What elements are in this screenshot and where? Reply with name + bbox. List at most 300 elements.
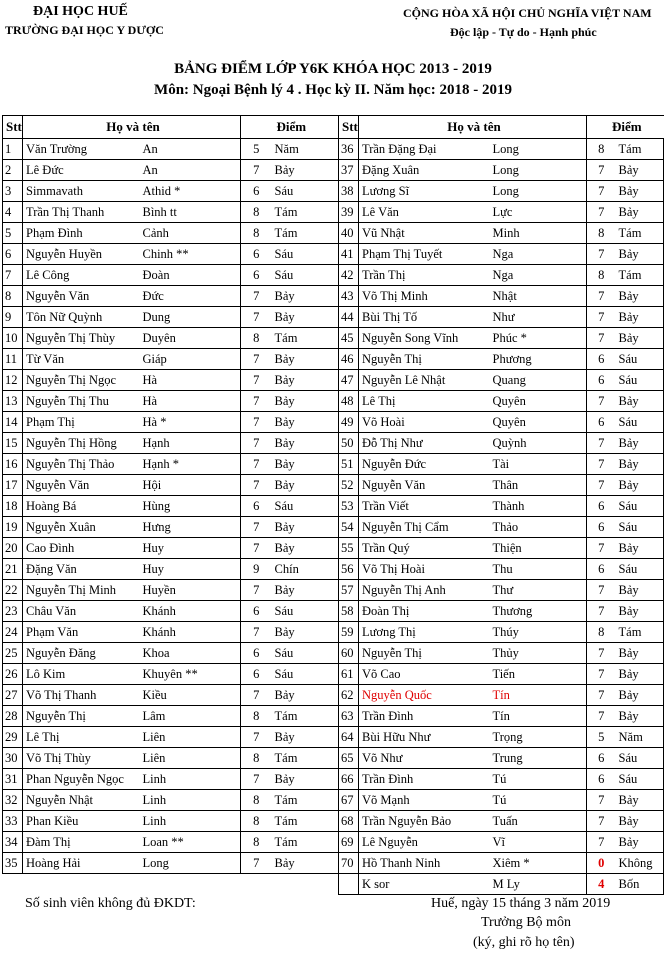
row-score-words: Chín [272, 559, 339, 580]
page-subtitle: Môn: Ngoại Bệnh lý 4 . Học kỳ II. Năm học: 2018 - 2019 [154, 82, 512, 98]
table-row [339, 580, 664, 601]
row-score: 8 [241, 223, 272, 244]
row-stt: 36 [339, 139, 359, 160]
table-row [3, 559, 339, 580]
table-row [3, 790, 339, 811]
row-given-name: Hà [140, 370, 241, 391]
table-row [3, 727, 339, 748]
row-stt: 48 [339, 391, 359, 412]
row-score: 7 [587, 286, 616, 307]
row-given-name: Nhật [490, 286, 587, 307]
row-surname: Phạm Thị [23, 412, 140, 433]
row-given-name: Long [140, 853, 241, 874]
row-score-words: Sáu [616, 496, 664, 517]
row-given-name: Linh [140, 811, 241, 832]
row-score: 8 [241, 706, 272, 727]
table-row [339, 370, 664, 391]
row-score-words: Bảy [616, 664, 664, 685]
row-surname: Lê Đức [23, 160, 140, 181]
row-stt: 13 [3, 391, 23, 412]
row-score: 7 [587, 832, 616, 853]
row-stt: 16 [3, 454, 23, 475]
row-stt: 29 [3, 727, 23, 748]
row-score-words: Sáu [616, 517, 664, 538]
table-row [339, 643, 664, 664]
row-stt: 3 [3, 181, 23, 202]
row-score: 9 [241, 559, 272, 580]
table-row [3, 769, 339, 790]
row-stt: 40 [339, 223, 359, 244]
row-score-words: Bảy [272, 580, 339, 601]
row-score-words: Bảy [616, 202, 664, 223]
row-surname: Trần Thị Thanh [23, 202, 140, 223]
row-surname: Nguyễn Thị [359, 349, 490, 370]
row-surname: Nguyễn Thị Hồng [23, 433, 140, 454]
row-surname: Nguyễn Thị Thùy [23, 328, 140, 349]
row-stt: 58 [339, 601, 359, 622]
row-score: 7 [241, 286, 272, 307]
row-score-words: Bảy [272, 160, 339, 181]
row-surname: Võ Mạnh [359, 790, 490, 811]
row-score: 7 [241, 853, 272, 874]
table-row [339, 244, 664, 265]
row-stt: 21 [3, 559, 23, 580]
row-given-name: Huy [140, 559, 241, 580]
row-surname: Trần Thị [359, 265, 490, 286]
column-header-score: Điểm [587, 116, 664, 139]
row-surname: Bùi Thị Tố [359, 307, 490, 328]
row-given-name: Thảo [490, 517, 587, 538]
row-surname: Trần Đặng Đại [359, 139, 490, 160]
row-stt: 55 [339, 538, 359, 559]
row-stt: 4 [3, 202, 23, 223]
row-surname: Đoàn Thị [359, 601, 490, 622]
row-score: 0 [587, 853, 616, 874]
row-stt: 23 [3, 601, 23, 622]
row-score-words: Bảy [616, 391, 664, 412]
row-stt: 5 [3, 223, 23, 244]
row-surname: Châu Văn [23, 601, 140, 622]
row-given-name: Tín [490, 685, 587, 706]
row-given-name: M Ly [490, 874, 587, 895]
row-stt: 11 [3, 349, 23, 370]
row-score-words: Bảy [616, 454, 664, 475]
table-row [339, 202, 664, 223]
row-given-name: Thiện [490, 538, 587, 559]
row-score: 8 [587, 622, 616, 643]
row-surname: Nguyễn Văn [359, 475, 490, 496]
row-surname: Trần Quý [359, 538, 490, 559]
row-score-words: Bảy [616, 685, 664, 706]
row-score-words: Bảy [272, 454, 339, 475]
row-score-words: Bảy [616, 307, 664, 328]
row-surname: Nguyễn Thị Cẩm [359, 517, 490, 538]
row-given-name: Vĩ [490, 832, 587, 853]
row-score: 6 [587, 496, 616, 517]
row-score: 6 [587, 769, 616, 790]
table-row [339, 286, 664, 307]
row-score-words: Sáu [616, 769, 664, 790]
row-given-name: An [140, 139, 241, 160]
row-stt: 15 [3, 433, 23, 454]
row-score-words: Tám [616, 223, 664, 244]
row-given-name: Tú [490, 790, 587, 811]
row-surname: Trần Nguyễn Bảo [359, 811, 490, 832]
row-score-words: Tám [272, 790, 339, 811]
row-given-name: Loan ** [140, 832, 241, 853]
table-row [3, 475, 339, 496]
row-stt: 27 [3, 685, 23, 706]
row-given-name: Thành [490, 496, 587, 517]
row-score: 7 [587, 181, 616, 202]
row-given-name: Thúy [490, 622, 587, 643]
row-score-words: Sáu [616, 559, 664, 580]
row-score: 6 [241, 496, 272, 517]
row-score-words: Bảy [616, 580, 664, 601]
row-given-name: Linh [140, 769, 241, 790]
row-given-name: An [140, 160, 241, 181]
row-given-name: Tú [490, 769, 587, 790]
row-given-name: Lực [490, 202, 587, 223]
row-score-words: Bảy [616, 433, 664, 454]
row-score-words: Bảy [272, 727, 339, 748]
row-stt: 9 [3, 307, 23, 328]
row-surname: Đặng Văn [23, 559, 140, 580]
row-score-words: Bảy [272, 769, 339, 790]
row-score: 8 [241, 790, 272, 811]
row-score: 7 [241, 517, 272, 538]
row-given-name: Hội [140, 475, 241, 496]
table-row [3, 853, 339, 874]
row-given-name: Thương [490, 601, 587, 622]
row-score-words: Bảy [616, 286, 664, 307]
row-score: 8 [241, 328, 272, 349]
row-surname: Nguyễn Văn [23, 475, 140, 496]
table-row [339, 769, 664, 790]
row-surname: Võ Thị Hoài [359, 559, 490, 580]
row-surname: Nguyễn Thị Ngọc [23, 370, 140, 391]
table-row [3, 412, 339, 433]
row-stt: 34 [3, 832, 23, 853]
row-score-words: Tám [272, 223, 339, 244]
column-header-name: Họ và tên [23, 116, 241, 139]
row-score-words: Bốn [616, 874, 664, 895]
row-surname: Cao Đình [23, 538, 140, 559]
row-score: 7 [241, 538, 272, 559]
row-score: 7 [587, 307, 616, 328]
row-given-name: Thân [490, 475, 587, 496]
table-row [339, 517, 664, 538]
table-row [3, 832, 339, 853]
row-stt: 26 [3, 664, 23, 685]
row-surname: Võ Thị Minh [359, 286, 490, 307]
row-score: 8 [241, 832, 272, 853]
row-given-name: Thủy [490, 643, 587, 664]
table-row [339, 874, 664, 895]
row-score: 7 [587, 433, 616, 454]
row-surname: Nguyễn Lê Nhật [359, 370, 490, 391]
table-row [3, 538, 339, 559]
faculty-name: TRƯỜNG ĐẠI HỌC Y DƯỢC [5, 23, 164, 37]
row-surname: Văn Trường [23, 139, 140, 160]
row-score: 7 [587, 580, 616, 601]
row-score-words: Tám [272, 748, 339, 769]
row-score-words: Sáu [272, 601, 339, 622]
row-surname: Trần Viết [359, 496, 490, 517]
row-score-words: Bảy [272, 517, 339, 538]
row-score: 7 [587, 706, 616, 727]
row-score-words: Sáu [272, 181, 339, 202]
row-stt: 67 [339, 790, 359, 811]
row-given-name: Athid * [140, 181, 241, 202]
table-row [339, 811, 664, 832]
row-stt: 17 [3, 475, 23, 496]
row-given-name: Tuấn [490, 811, 587, 832]
score-table-right [338, 115, 664, 895]
table-row [339, 538, 664, 559]
row-score-words: Bảy [272, 433, 339, 454]
row-given-name: Hạnh * [140, 454, 241, 475]
row-score: 7 [587, 328, 616, 349]
row-score: 4 [587, 874, 616, 895]
row-score: 7 [241, 622, 272, 643]
row-stt: 60 [339, 643, 359, 664]
row-stt: 25 [3, 643, 23, 664]
row-score: 7 [241, 307, 272, 328]
row-surname: Bùi Hữu Như [359, 727, 490, 748]
row-score-words: Tám [272, 832, 339, 853]
row-score: 7 [241, 727, 272, 748]
row-given-name: Khoa [140, 643, 241, 664]
row-surname: Lương Thị [359, 622, 490, 643]
row-score: 6 [587, 517, 616, 538]
column-header-score: Điểm [241, 116, 339, 139]
row-surname: Lô Kim [23, 664, 140, 685]
row-score: 7 [241, 391, 272, 412]
row-score: 7 [587, 454, 616, 475]
row-given-name: Đoàn [140, 265, 241, 286]
row-stt: 35 [3, 853, 23, 874]
row-score-words: Bảy [616, 643, 664, 664]
table-row [3, 748, 339, 769]
row-score-words: Tám [272, 706, 339, 727]
row-surname: Phạm Đình [23, 223, 140, 244]
row-surname: Lương Sĩ [359, 181, 490, 202]
row-surname: Lê Văn [359, 202, 490, 223]
row-score: 8 [241, 202, 272, 223]
row-score: 7 [587, 538, 616, 559]
national-title: CỘNG HÒA XÃ HỘI CHỦ NGHĨA VIỆT NAM [403, 6, 652, 20]
table-row [3, 370, 339, 391]
row-given-name: Huyền [140, 580, 241, 601]
row-score-words: Sáu [272, 643, 339, 664]
row-given-name: Dung [140, 307, 241, 328]
row-given-name: Phúc * [490, 328, 587, 349]
row-score: 8 [587, 265, 616, 286]
table-row [339, 496, 664, 517]
row-stt: 50 [339, 433, 359, 454]
row-surname: Đặng Xuân [359, 160, 490, 181]
row-score: 7 [241, 454, 272, 475]
row-given-name: Duyên [140, 328, 241, 349]
table-row [339, 727, 664, 748]
row-score: 7 [587, 685, 616, 706]
table-row [339, 349, 664, 370]
row-surname: Vũ Nhật [359, 223, 490, 244]
row-stt: 24 [3, 622, 23, 643]
table-row [3, 328, 339, 349]
row-score-words: Năm [272, 139, 339, 160]
row-stt: 19 [3, 517, 23, 538]
row-score: 7 [241, 769, 272, 790]
row-score: 7 [241, 349, 272, 370]
signature-note: (ký, ghi rõ họ tên) [473, 935, 575, 950]
row-stt: 12 [3, 370, 23, 391]
row-score-words: Sáu [616, 748, 664, 769]
table-row [3, 391, 339, 412]
row-score-words: Sáu [616, 370, 664, 391]
table-row [3, 181, 339, 202]
row-score: 6 [587, 748, 616, 769]
row-score: 7 [241, 580, 272, 601]
row-given-name: Liên [140, 727, 241, 748]
row-score-words: Bảy [616, 706, 664, 727]
table-row [3, 265, 339, 286]
row-score-words: Bảy [272, 475, 339, 496]
row-score: 6 [241, 643, 272, 664]
table-row [3, 685, 339, 706]
row-stt: 52 [339, 475, 359, 496]
row-surname: Phạm Văn [23, 622, 140, 643]
score-table-left [2, 115, 339, 874]
row-score: 6 [587, 349, 616, 370]
row-given-name: Hà * [140, 412, 241, 433]
row-stt: 53 [339, 496, 359, 517]
row-stt [339, 874, 359, 895]
table-row [339, 223, 664, 244]
row-stt: 14 [3, 412, 23, 433]
row-surname: Từ Văn [23, 349, 140, 370]
row-score-words: Bảy [616, 811, 664, 832]
row-given-name: Tín [490, 706, 587, 727]
row-given-name: Nga [490, 244, 587, 265]
table-row [3, 706, 339, 727]
table-row [339, 853, 664, 874]
row-stt: 63 [339, 706, 359, 727]
row-surname: Trần Đình [359, 706, 490, 727]
row-score: 7 [587, 601, 616, 622]
row-stt: 45 [339, 328, 359, 349]
row-score-words: Bảy [272, 286, 339, 307]
table-row [3, 517, 339, 538]
row-score-words: Tám [272, 328, 339, 349]
column-header-name: Họ và tên [359, 116, 587, 139]
row-stt: 38 [339, 181, 359, 202]
row-surname: Nguyễn Đức [359, 454, 490, 475]
row-given-name: Hạnh [140, 433, 241, 454]
row-score: 6 [241, 265, 272, 286]
row-score-words: Bảy [272, 391, 339, 412]
row-surname: Đàm Thị [23, 832, 140, 853]
table-row [339, 622, 664, 643]
row-surname: Hoàng Hải [23, 853, 140, 874]
table-row [339, 475, 664, 496]
row-given-name: Bình tt [140, 202, 241, 223]
row-score-words: Bảy [272, 412, 339, 433]
row-given-name: Đức [140, 286, 241, 307]
row-score: 7 [587, 790, 616, 811]
row-stt: 31 [3, 769, 23, 790]
row-score: 7 [241, 475, 272, 496]
row-score-words: Bảy [272, 307, 339, 328]
table-row [3, 433, 339, 454]
row-score: 7 [241, 160, 272, 181]
row-score: 7 [587, 202, 616, 223]
row-surname: Võ Hoài [359, 412, 490, 433]
table-row [3, 244, 339, 265]
row-stt: 46 [339, 349, 359, 370]
row-surname: Phan Nguyễn Ngọc [23, 769, 140, 790]
row-surname: Hồ Thanh Ninh [359, 853, 490, 874]
row-stt: 1 [3, 139, 23, 160]
row-score-words: Bảy [616, 181, 664, 202]
table-row [339, 790, 664, 811]
row-stt: 41 [339, 244, 359, 265]
row-score: 6 [241, 244, 272, 265]
row-surname: Simmavath [23, 181, 140, 202]
row-surname: Nguyễn Thị Thu [23, 391, 140, 412]
row-score-words: Sáu [272, 496, 339, 517]
row-surname: Hoàng Bá [23, 496, 140, 517]
row-stt: 8 [3, 286, 23, 307]
row-score-words: Bảy [272, 622, 339, 643]
row-given-name: Quyên [490, 391, 587, 412]
row-stt: 43 [339, 286, 359, 307]
row-stt: 47 [339, 370, 359, 391]
table-row [339, 832, 664, 853]
table-row [339, 265, 664, 286]
row-given-name: Phương [490, 349, 587, 370]
row-surname: Nguyễn Thị [23, 706, 140, 727]
row-given-name: Khánh [140, 601, 241, 622]
row-score-words: Bảy [616, 601, 664, 622]
row-surname: Nguyễn Thị Minh [23, 580, 140, 601]
table-row [339, 139, 664, 160]
table-row [339, 706, 664, 727]
column-header-stt: Stt [3, 116, 23, 139]
table-row [3, 202, 339, 223]
row-score-words: Sáu [272, 244, 339, 265]
row-given-name: Lâm [140, 706, 241, 727]
row-given-name: Long [490, 139, 587, 160]
row-surname: Võ Như [359, 748, 490, 769]
row-stt: 37 [339, 160, 359, 181]
row-stt: 7 [3, 265, 23, 286]
row-surname: Nguyễn Thị [359, 643, 490, 664]
row-score-words: Tám [616, 265, 664, 286]
table-row [3, 601, 339, 622]
row-score: 5 [241, 139, 272, 160]
row-surname: Nguyễn Song Vĩnh [359, 328, 490, 349]
row-stt: 10 [3, 328, 23, 349]
table-header-row [3, 116, 339, 139]
row-given-name: Khánh [140, 622, 241, 643]
page-title: BẢNG ĐIỂM LỚP Y6K KHÓA HỌC 2013 - 2019 [174, 61, 492, 77]
row-given-name: Quyên [490, 412, 587, 433]
row-given-name: Thu [490, 559, 587, 580]
row-stt: 70 [339, 853, 359, 874]
row-score-words: Bảy [272, 349, 339, 370]
